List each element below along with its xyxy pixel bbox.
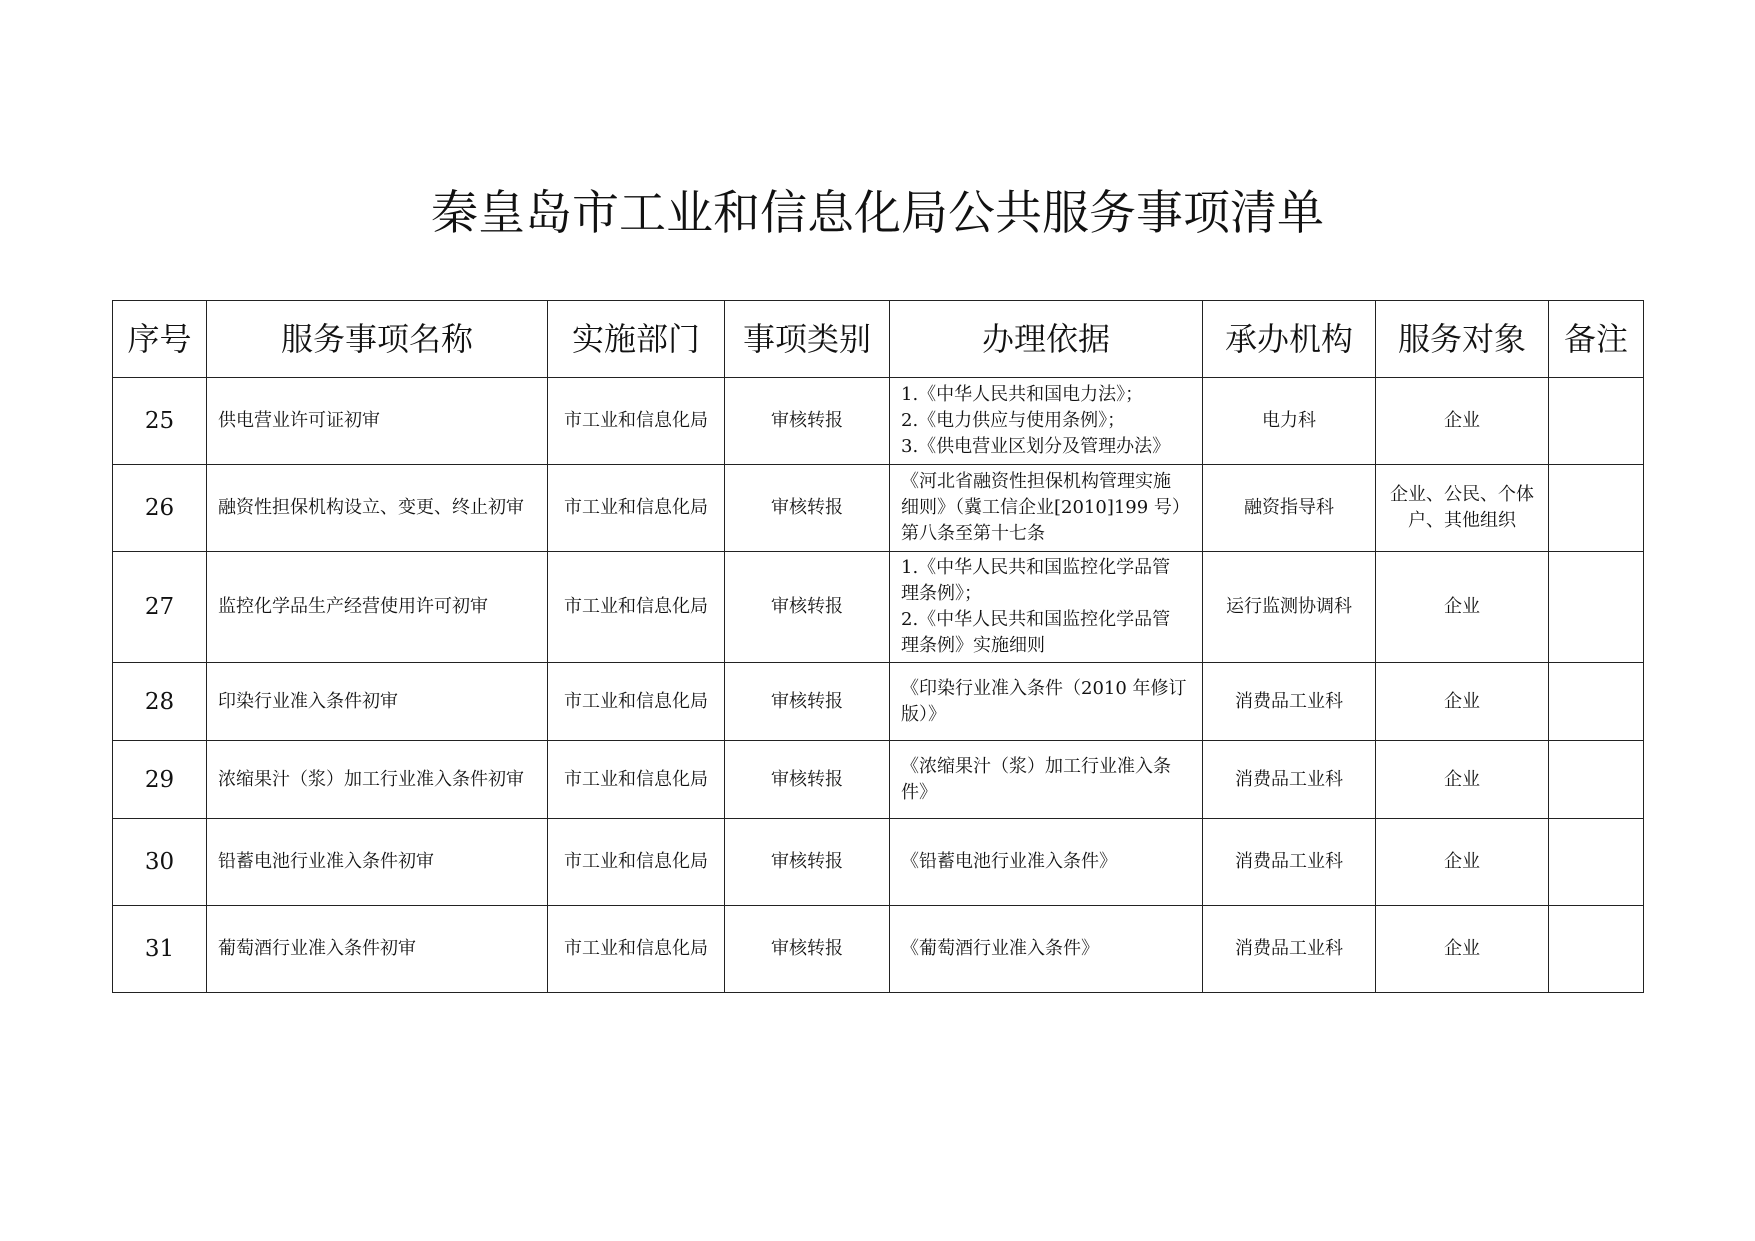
service-target-line: 企业 bbox=[1444, 938, 1480, 959]
header-org: 承办机构 bbox=[1203, 301, 1376, 378]
implementing-dept: 市工业和信息化局 bbox=[548, 552, 725, 663]
remark bbox=[1549, 819, 1644, 906]
handling-org: 消费品工业科 bbox=[1203, 741, 1376, 819]
item-category: 审核转报 bbox=[725, 663, 890, 741]
item-category: 审核转报 bbox=[725, 465, 890, 552]
row-number: 25 bbox=[113, 378, 207, 465]
item-category: 审核转报 bbox=[725, 741, 890, 819]
legal-basis bbox=[890, 741, 1203, 819]
page-title: 秦皇岛市工业和信息化局公共服务事项清单 bbox=[431, 186, 1324, 241]
row-number: 30 bbox=[113, 819, 207, 906]
header-no: 序号 bbox=[113, 301, 207, 378]
service-items-table bbox=[112, 300, 1644, 993]
header-category: 事项类别 bbox=[725, 301, 890, 378]
service-target bbox=[1376, 906, 1549, 993]
legal-basis-line: 版）》 bbox=[901, 703, 946, 725]
table-row bbox=[113, 663, 1644, 741]
legal-basis bbox=[890, 552, 1203, 663]
header-name: 服务事项名称 bbox=[207, 301, 548, 378]
service-target bbox=[1376, 741, 1549, 819]
service-target bbox=[1376, 819, 1549, 906]
table-row bbox=[113, 819, 1644, 906]
row-number: 26 bbox=[113, 465, 207, 552]
service-target-line: 企业 bbox=[1444, 851, 1480, 872]
service-target bbox=[1376, 465, 1549, 552]
handling-org: 融资指导科 bbox=[1203, 465, 1376, 552]
legal-basis-line: 《葡萄酒行业准入条件》 bbox=[901, 938, 1099, 959]
handling-org: 消费品工业科 bbox=[1203, 663, 1376, 741]
remark bbox=[1549, 378, 1644, 465]
service-target-line: 企业 bbox=[1444, 596, 1480, 617]
legal-basis-line: 1.《中华人民共和国监控化学品管 bbox=[901, 557, 1171, 578]
implementing-dept: 市工业和信息化局 bbox=[548, 663, 725, 741]
service-target-line: 企业、公民、个体 bbox=[1390, 484, 1534, 505]
service-target-line: 企业 bbox=[1444, 690, 1480, 712]
legal-basis-line: 理条例》； bbox=[901, 583, 982, 604]
handling-org: 电力科 bbox=[1203, 378, 1376, 465]
service-name: 供电营业许可证初审 bbox=[207, 378, 548, 465]
service-name: 葡萄酒行业准入条件初审 bbox=[207, 906, 548, 993]
remark bbox=[1549, 741, 1644, 819]
implementing-dept: 市工业和信息化局 bbox=[548, 906, 725, 993]
table-header-row bbox=[113, 301, 1644, 378]
legal-basis bbox=[890, 819, 1203, 906]
legal-basis bbox=[890, 465, 1203, 552]
remark bbox=[1549, 906, 1644, 993]
service-target-line: 企业 bbox=[1444, 410, 1480, 431]
service-name: 融资性担保机构设立、变更、终止初审 bbox=[207, 465, 548, 552]
service-target bbox=[1376, 663, 1549, 741]
handling-org: 消费品工业科 bbox=[1203, 819, 1376, 906]
legal-basis-line: 《河北省融资性担保机构管理实施 bbox=[901, 471, 1171, 492]
service-target-line: 企业 bbox=[1444, 768, 1480, 790]
service-name: 监控化学品生产经营使用许可初审 bbox=[207, 552, 548, 663]
row-number: 31 bbox=[113, 906, 207, 993]
table-row bbox=[113, 552, 1644, 663]
legal-basis-line: 《铅蓄电池行业准入条件》 bbox=[901, 851, 1117, 872]
implementing-dept: 市工业和信息化局 bbox=[548, 819, 725, 906]
header-remark: 备注 bbox=[1549, 301, 1644, 378]
legal-basis bbox=[890, 378, 1203, 465]
legal-basis-line: 第八条至第十七条 bbox=[901, 523, 1045, 544]
header-dept: 实施部门 bbox=[548, 301, 725, 378]
table-row bbox=[113, 378, 1644, 465]
item-category: 审核转报 bbox=[725, 552, 890, 663]
table-row bbox=[113, 465, 1644, 552]
remark bbox=[1549, 663, 1644, 741]
implementing-dept: 市工业和信息化局 bbox=[548, 378, 725, 465]
handling-org: 消费品工业科 bbox=[1203, 906, 1376, 993]
handling-org: 运行监测协调科 bbox=[1203, 552, 1376, 663]
legal-basis-line: 2.《电力供应与使用条例》； bbox=[901, 410, 1126, 431]
remark bbox=[1549, 552, 1644, 663]
table-row bbox=[113, 741, 1644, 819]
row-number: 27 bbox=[113, 552, 207, 663]
implementing-dept: 市工业和信息化局 bbox=[548, 741, 725, 819]
implementing-dept: 市工业和信息化局 bbox=[548, 465, 725, 552]
service-name: 浓缩果汁（浆）加工行业准入条件初审 bbox=[207, 741, 548, 819]
remark bbox=[1549, 465, 1644, 552]
legal-basis-line: 2.《中华人民共和国监控化学品管 bbox=[901, 609, 1171, 630]
service-target bbox=[1376, 552, 1549, 663]
row-number: 28 bbox=[113, 663, 207, 741]
legal-basis-line: 件》 bbox=[901, 781, 937, 803]
table-row bbox=[113, 906, 1644, 993]
legal-basis-line: 《印染行业准入条件（2010 年修订 bbox=[901, 677, 1187, 699]
service-name: 印染行业准入条件初审 bbox=[207, 663, 548, 741]
service-target-line: 户、其他组织 bbox=[1408, 510, 1516, 531]
legal-basis-line: 3.《供电营业区划分及管理办法》 bbox=[901, 436, 1171, 457]
header-target: 服务对象 bbox=[1376, 301, 1549, 378]
header-basis: 办理依据 bbox=[890, 301, 1203, 378]
legal-basis bbox=[890, 906, 1203, 993]
legal-basis-line: 细则》（冀工信企业[2010]199 号） bbox=[901, 497, 1190, 518]
item-category: 审核转报 bbox=[725, 819, 890, 906]
legal-basis bbox=[890, 663, 1203, 741]
service-name: 铅蓄电池行业准入条件初审 bbox=[207, 819, 548, 906]
item-category: 审核转报 bbox=[725, 378, 890, 465]
row-number: 29 bbox=[113, 741, 207, 819]
legal-basis-line: 1.《中华人民共和国电力法》； bbox=[901, 384, 1144, 405]
item-category: 审核转报 bbox=[725, 906, 890, 993]
legal-basis-line: 理条例》实施细则 bbox=[901, 635, 1045, 656]
legal-basis-line: 《浓缩果汁（浆）加工行业准入条 bbox=[901, 755, 1171, 777]
service-target bbox=[1376, 378, 1549, 465]
